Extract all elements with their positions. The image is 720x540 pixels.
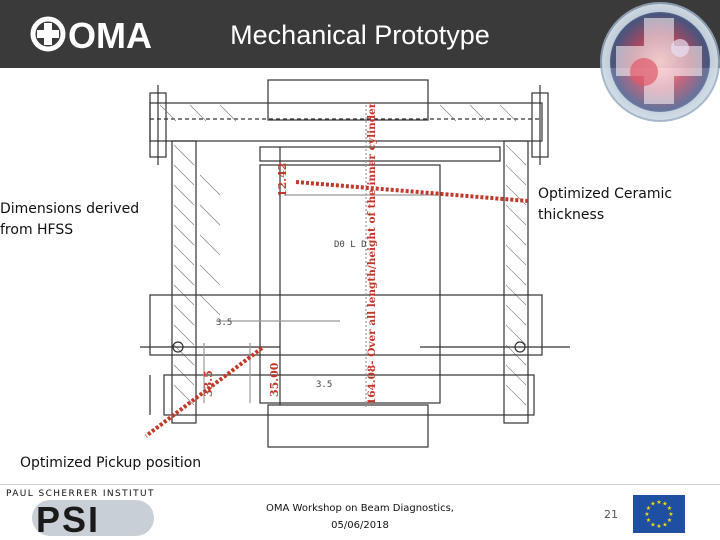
svg-text:★: ★ [656, 523, 662, 530]
dim-overall-length: 164.08- Over all length/height of the inner cylinder [366, 102, 378, 405]
svg-text:★: ★ [662, 500, 668, 508]
svg-text:★: ★ [645, 517, 652, 524]
svg-text:★: ★ [666, 505, 673, 512]
svg-text:3.5: 3.5 [216, 318, 233, 328]
svg-text:D0 L D: D0 L D [334, 240, 367, 250]
slide-title: Mechanical Prototype [230, 20, 490, 50]
svg-text:PSI: PSI [36, 499, 101, 538]
svg-text:PAUL SCHERRER INSTITUT: PAUL SCHERRER INSTITUT [6, 489, 155, 499]
svg-text:OMA: OMA [68, 15, 152, 54]
svg-text:★: ★ [650, 500, 656, 508]
footer-divider [0, 484, 720, 485]
hfss-label: Dimensions derived from HFSS [0, 201, 140, 238]
svg-text:★: ★ [666, 517, 673, 524]
ceramic-thickness-pointer [296, 182, 528, 201]
svg-text:★: ★ [656, 499, 662, 506]
dim-33-5: 33.5 [202, 370, 215, 397]
pickup-label: Optimized Pickup position [20, 455, 202, 471]
dim-12-42: 12.42 [276, 162, 289, 197]
svg-text:3.5: 3.5 [316, 380, 333, 390]
svg-text:★: ★ [668, 511, 674, 518]
svg-text:★: ★ [662, 521, 668, 529]
psi-logo [4, 486, 164, 538]
svg-text:★: ★ [645, 505, 652, 512]
ceramic-label: Optimized Ceramic thickness [538, 186, 673, 223]
eu-flag-icon [633, 495, 685, 533]
page-number: 21 [604, 508, 618, 521]
svg-text:★: ★ [650, 521, 656, 529]
pickup-position-pointer [146, 348, 262, 436]
svg-text:★: ★ [644, 511, 650, 518]
dim-35-00: 35.00 [268, 362, 281, 397]
footer-event: OMA Workshop on Beam Diagnostics, 05/06/2018 [266, 503, 454, 531]
